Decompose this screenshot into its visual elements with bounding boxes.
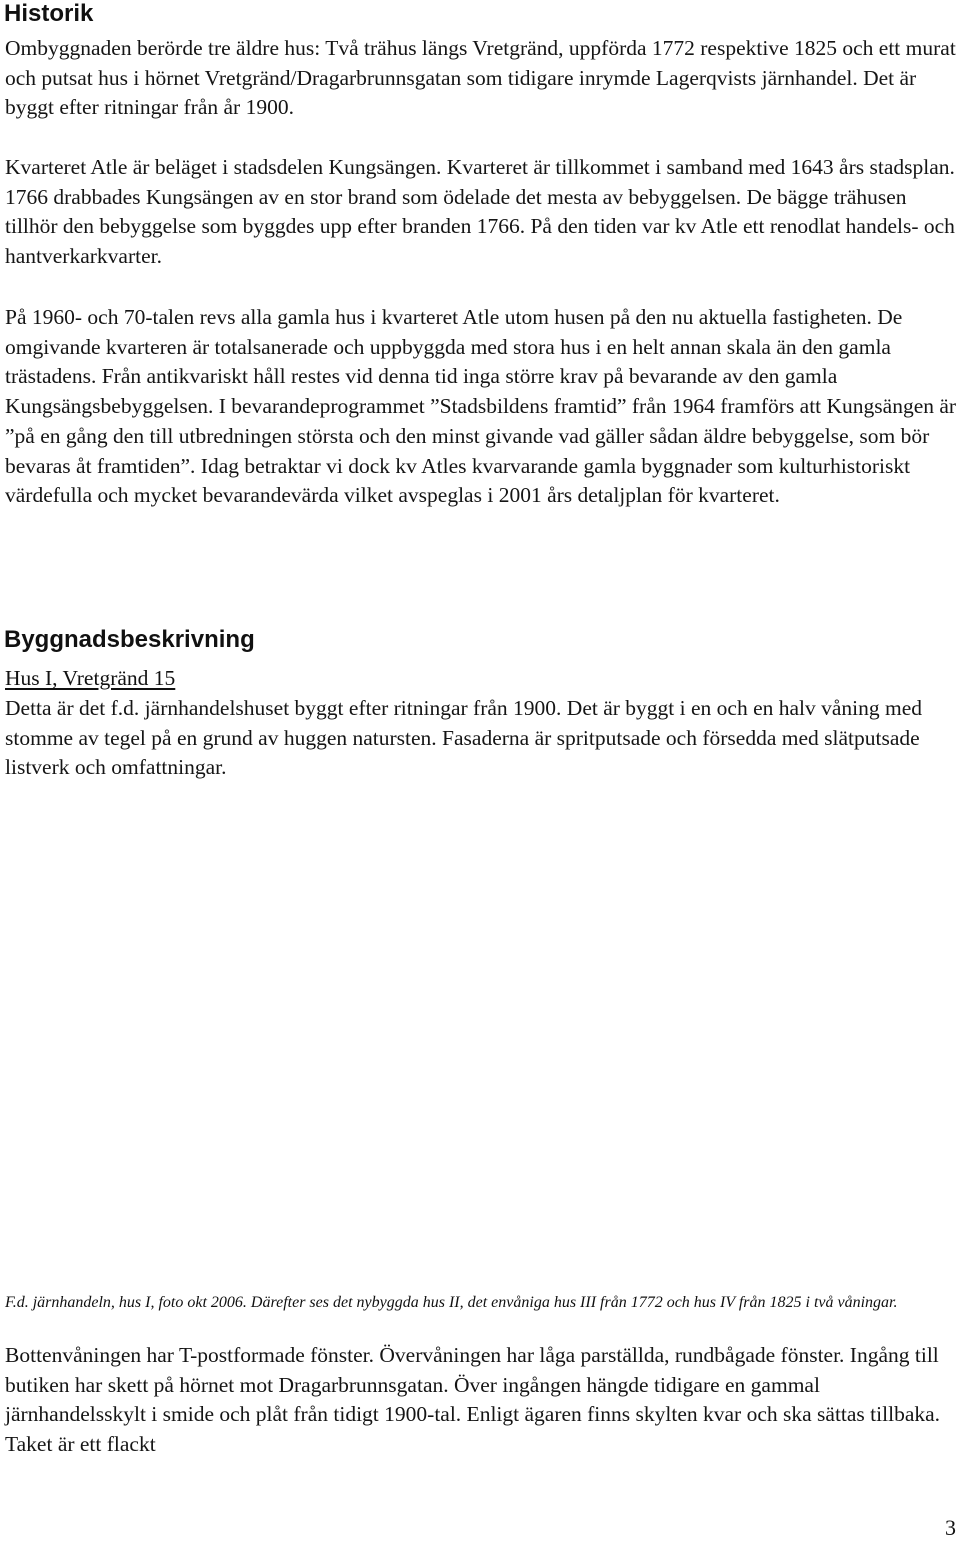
page-number: 3 [945,1515,956,1540]
building-paragraph-2: Bottenvåningen har T-postformade fönster. Övervåningen har låga parställda, rundbågade fönster. Ingång till butiken har skett på hörnet mot Dragarbrunnsgatan. Över ingången hängde tidigare en gammal järnhandelsskylt i smide och plåt från tidigt 1900-tal. Enligt ägaren finns skylten kvar och ska sättas tillbaka. Taket är ett flackt [5,1343,941,1457]
section-heading-historik: Historik [4,0,94,27]
building-subheading: Hus I, Vretgränd 15 [5,666,176,690]
photo-placeholder [5,800,955,1280]
historik-paragraph-3: På 1960- och 70-talen revs alla gamla hus i kvarteret Atle utom husen på den nu aktuella fastigheten. De omgivande kvarteren är totalsanerade och uppbyggda med stora hus i en helt annan skala än den gamla trästadens. Från antikvariskt håll restes vid denna tid inga större krav på bevarande av den gamla Kungsängsbebyggelsen. I bevarandeprogrammet ”Stadsbildens framtid” från 1964 framförs att Kungsängen är ”på en gång den till utbredningen största och den minst givande vad gäller sådan äldre bebyggelse, som bör bevaras åt framtiden”. Idag betraktar vi dock kv Atles kvarvarande gamla byggnader som kulturhistoriskt värdefulla och mycket bevarandevärda vilket avspeglas i 2001 års detaljplan för kvarteret. [5,305,957,508]
historik-paragraph-2: Kvarteret Atle är beläget i stadsdelen Kungsängen. Kvarteret är tillkommet i samband med 1643 års stadsplan. 1766 drabbades Kungsängen av en stor brand som ödelade det mesta av bebyggelsen. De bägge trähusen tillhör den bebyggelse som byggdes upp efter branden 1766. På den tiden var kv Atle ett renodlat handels- och hantverkarkvarter. [5,155,955,269]
section-heading-byggnadsbeskrivning: Byggnadsbeskrivning [4,626,255,653]
historik-paragraph-1: Ombyggnaden berörde tre äldre hus: Två trähus längs Vretgränd, uppförda 1772 respektive 1825 och ett murat och putsat hus i hörnet Vretgränd/Dragarbrunnsgatan som tidigare inrymde Lagerqvists järnhandel. Det är byggt efter ritningar från år 1900. [5,36,956,120]
photo-caption: F.d. järnhandeln, hus I, foto okt 2006. Därefter ses det nybyggda hus II, det envåniga hus III från 1772 och hus IV från 1825 i två våningar. [5,1294,898,1311]
building-paragraph-1: Detta är det f.d. järnhandelshuset byggt efter ritningar från 1900. Det är byggt i en och en halv våning med stomme av tegel på en grund av huggen natursten. Fasaderna är spritputsade och försedda med slätputsade listverk och omfattningar. [5,696,923,780]
